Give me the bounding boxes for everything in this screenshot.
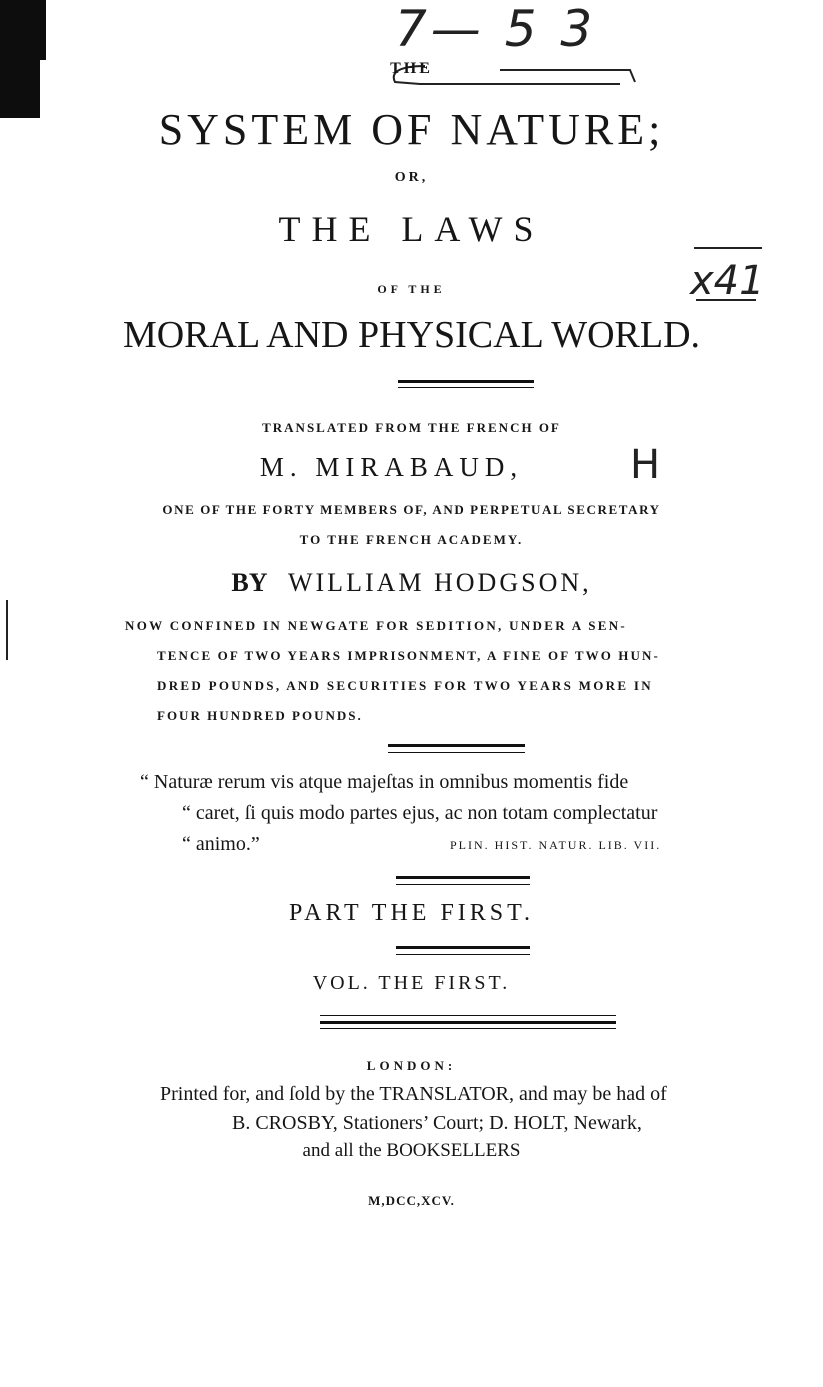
scan-edge-artifact [40,0,46,60]
by-line [0,568,823,598]
author-title-line1: ONE OF THE FORTY MEMBERS OF, AND PERPETUAL SECRETARY [162,502,661,517]
triple-rule [320,1021,616,1024]
handwritten-underlines [690,240,770,310]
triple-rule [320,1015,616,1016]
title-the-laws: THE LAWS [278,209,545,249]
title-of-the: OF THE [377,282,446,296]
imprint-city: LONDON: [366,1058,457,1073]
epigraph-line3: “ animo.” [182,833,260,855]
title-the: THE [390,60,433,77]
epigraph-source: PLIN. HIST. NATUR. LIB. VII. [450,838,662,852]
handwritten-mark-right: x41 [690,258,765,304]
translator-desc-line3: DRED POUNDS, AND SECURITIES FOR TWO YEARS MORE IN [157,678,653,693]
translator-desc-line2: TENCE OF TWO YEARS IMPRISONMENT, A FINE OF TWO HUN- [157,648,660,663]
double-rule [398,380,534,383]
title-moral-physical: MORAL AND PHYSICAL WORLD. [122,314,701,356]
imprint-line1: Printed for, and ſold by the TRANSLATOR, and may be had of [160,1083,667,1105]
double-rule [396,954,530,955]
imprint-line3: and all the BOOKSELLERS [302,1140,521,1161]
imprint-date: M,DCC,XCV. [368,1193,455,1208]
double-rule [398,387,534,388]
by-label: BY [231,568,268,597]
epigraph-line1: “ Naturæ rerum vis atque majeſtas in omnibus momentis fide [140,771,629,793]
double-rule [396,946,530,949]
scan-edge-artifact [0,0,40,118]
scan-edge-line [6,600,8,660]
triple-rule [320,1028,616,1029]
title-or: OR, [394,170,429,185]
epigraph-line2: “ caret, ſi quis modo partes ejus, ac non totam complectatur [182,802,658,824]
double-rule [396,884,530,885]
part-heading: PART THE FIRST. [288,900,535,926]
translator-desc-line4: FOUR HUNDRED POUNDS. [157,708,363,723]
translated-from: TRANSLATED FROM THE FRENCH OF [262,420,561,435]
double-rule [388,752,525,753]
handwritten-shelfmark: 7— 5 3 [395,0,597,58]
title-system-of-nature: SYSTEM OF NATURE; [158,105,665,154]
handwritten-initial: H [630,442,661,488]
volume-heading: VOL. THE FIRST. [312,972,511,994]
double-rule [396,876,530,879]
double-rule [388,744,525,747]
imprint-line2: B. CROSBY, Stationers’ Court; D. HOLT, Newark, [232,1112,642,1134]
translator-desc-line1: NOW CONFINED IN NEWGATE FOR SEDITION, UNDER A SEN- [125,618,628,633]
author-title-line2: TO THE FRENCH ACADEMY. [299,532,524,547]
translator-name: WILLIAM HODGSON, [287,568,592,597]
author-name: M. MIRABAUD, [259,452,524,482]
